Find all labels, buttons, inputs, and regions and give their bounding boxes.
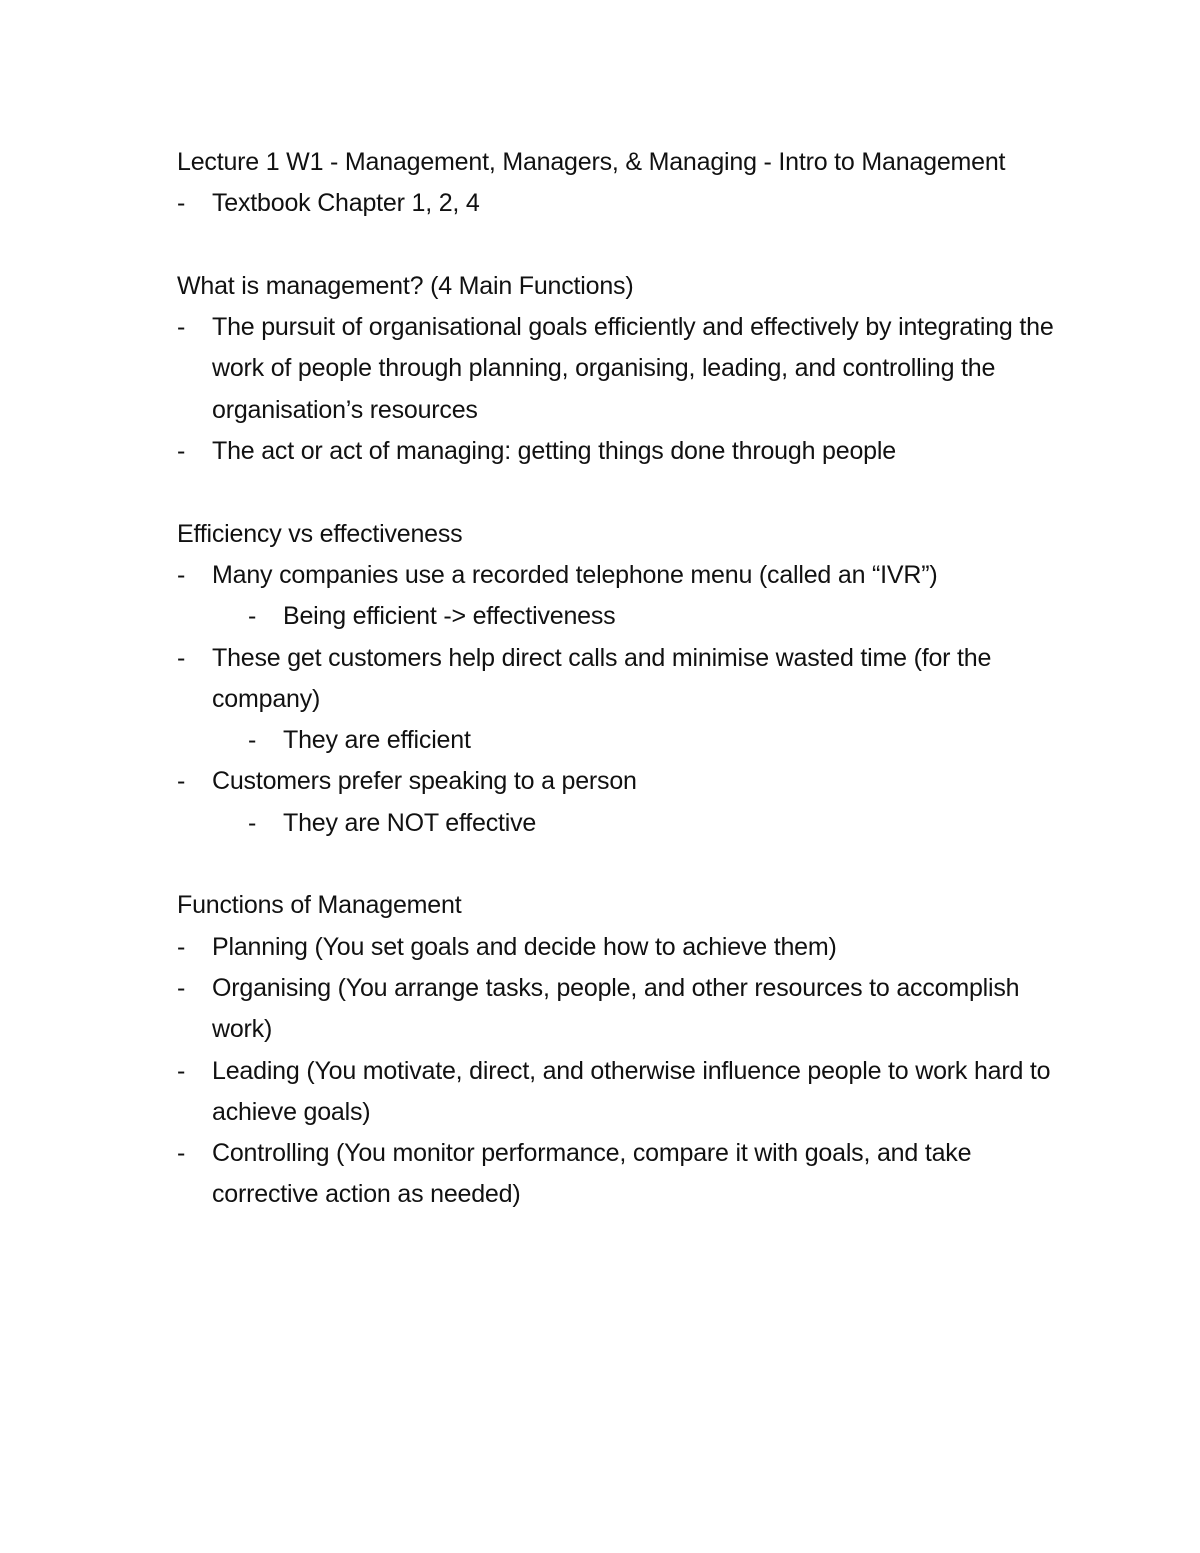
- list-item: [177, 431, 1077, 472]
- list-item-text: Controlling (You monitor performance, compare it with goals, and take corrective action as needed): [212, 1139, 972, 1209]
- dash-bullet: -: [177, 767, 186, 796]
- document-title: Lecture 1 W1 - Management, Managers, & Managing - Intro to Management: [177, 148, 1006, 176]
- list-item-text: Leading (You motivate, direct, and otherwise influence people to work hard to achieve goals): [212, 1056, 1051, 1126]
- dash-bullet: -: [177, 313, 186, 342]
- list-item-text: Organising (You arrange tasks, people, and other resources to accomplish work): [212, 973, 1020, 1044]
- list-item: [177, 1133, 1077, 1216]
- list-item-text: Many companies use a recorded telephone menu (called an “IVR”): [212, 560, 938, 589]
- dash-bullet: -: [248, 602, 257, 631]
- document-body: [177, 142, 1077, 1216]
- dash-bullet: -: [177, 189, 186, 218]
- section-functions-of-management: [177, 885, 1077, 1215]
- section-textbook: [177, 183, 1077, 224]
- dash-bullet: -: [177, 437, 186, 466]
- list-item-text: Customers prefer speaking to a person: [212, 767, 637, 796]
- dash-bullet: -: [177, 1056, 186, 1085]
- list-item: [177, 1051, 1077, 1134]
- blank-line: [177, 844, 1077, 885]
- section-what-is-management: [177, 266, 1077, 472]
- list-item-text: They are efficient: [283, 726, 471, 755]
- list-item: [177, 183, 1077, 224]
- list-item-text: The act or act of managing: getting things done through people: [212, 437, 896, 466]
- section-heading: Functions of Management: [177, 891, 462, 920]
- dash-bullet: -: [177, 643, 186, 672]
- list-item-text: Planning (You set goals and decide how to achieve them): [212, 932, 837, 961]
- list-item: [177, 638, 1077, 721]
- list-item-text: They are NOT effective: [283, 808, 537, 837]
- list-item-text: These get customers help direct calls and minimise wasted time (for the company): [212, 643, 992, 713]
- dash-bullet: -: [177, 1139, 186, 1168]
- dash-bullet: -: [248, 808, 257, 837]
- list-item-text: Textbook Chapter 1, 2, 4: [212, 189, 480, 218]
- dash-bullet: -: [177, 932, 186, 961]
- blank-line: [177, 472, 1077, 513]
- list-item: [177, 555, 1077, 596]
- dash-bullet: -: [248, 726, 257, 755]
- blank-line: [177, 225, 1077, 266]
- list-item: [177, 761, 1077, 802]
- list-item: [177, 927, 1077, 968]
- sub-list-item: [177, 596, 1077, 637]
- sub-list-item: [177, 720, 1077, 761]
- section-heading: Efficiency vs effectiveness: [177, 519, 463, 548]
- dash-bullet: -: [177, 973, 186, 1002]
- sub-list-item: [177, 803, 1077, 844]
- list-item: [177, 307, 1077, 431]
- section-efficiency-vs-effectiveness: [177, 514, 1077, 844]
- list-item: [177, 968, 1077, 1051]
- list-item-text: Being efficient -> effectiveness: [283, 602, 616, 631]
- list-item-text: The pursuit of organisational goals efficiently and effectively by integrating the work of people through planning, organising, leading, and controlling the organisation’s resources: [212, 313, 1054, 424]
- section-heading: What is management? (4 Main Functions): [177, 271, 634, 300]
- dash-bullet: -: [177, 560, 186, 589]
